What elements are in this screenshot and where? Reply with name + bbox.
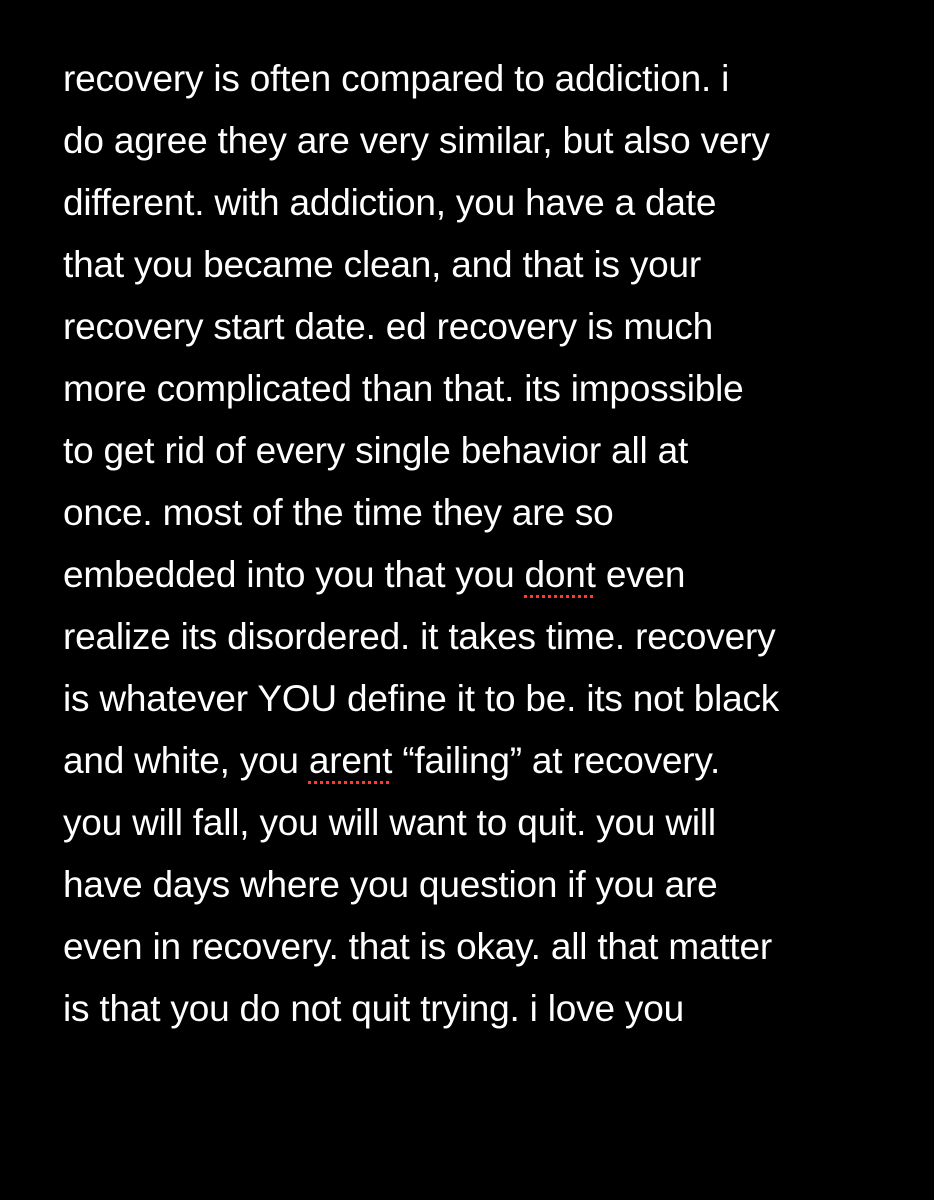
text-line-15: even in recovery. that is okay. all that matter	[63, 926, 772, 967]
misspelled-word-dont[interactable]: dont	[524, 554, 596, 595]
text-line-10: realize its disordered. it takes time. recovery	[63, 616, 776, 657]
text-line-1: recovery is often compared to addiction. i	[63, 58, 730, 99]
text-line-6: more complicated than that. its impossible	[63, 368, 744, 409]
text-line-7: to get rid of every single behavior all at	[63, 430, 689, 471]
text-line-3: different. with addiction, you have a date	[63, 182, 717, 223]
text-line-16: is that you do not quit trying. i love you	[63, 988, 684, 1029]
text-line-9: embedded into you that you dont even	[63, 554, 686, 595]
text-line-13: you will fall, you will want to quit. you will	[63, 802, 716, 843]
text-line-8: once. most of the time they are so	[63, 492, 614, 533]
text-line-12: and white, you arent “failing” at recovery.	[63, 740, 721, 781]
misspelled-word-arent[interactable]: arent	[308, 740, 393, 781]
text-line-2: do agree they are very similar, but also very	[63, 120, 770, 161]
text-line-4: that you became clean, and that is your	[63, 244, 702, 285]
text-line-5: recovery start date. ed recovery is much	[63, 306, 714, 347]
text-line-14: have days where you question if you are	[63, 864, 718, 905]
text-line-11: is whatever YOU define it to be. its not black	[63, 678, 780, 719]
note-text-body[interactable]	[63, 48, 883, 1040]
